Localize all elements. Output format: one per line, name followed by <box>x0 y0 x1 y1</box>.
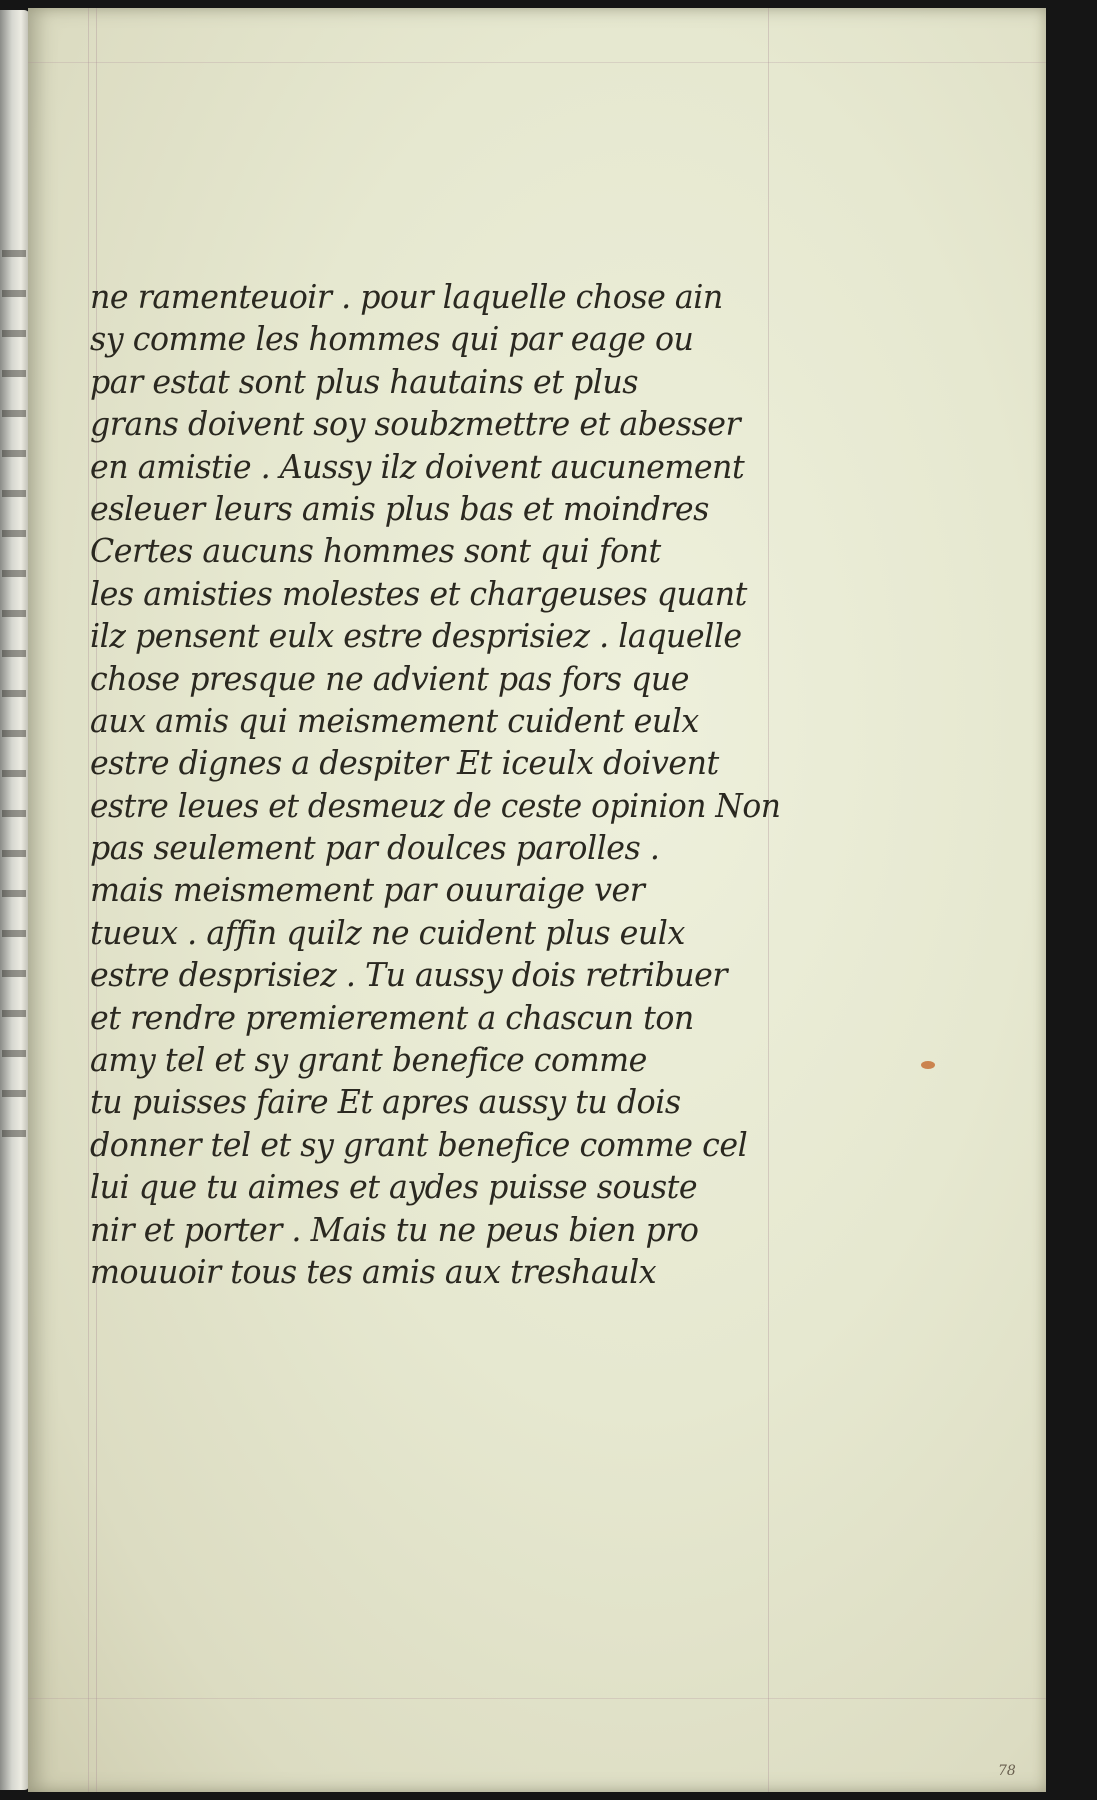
manuscript-line: grans doivent soy soubzmettre et abesser <box>90 404 741 444</box>
manuscript-line: en amistie . Aussy ilz doivent aucunement <box>90 446 745 486</box>
manuscript-line: pas seulement par doulces parolles . <box>90 828 660 868</box>
previous-leaf-edge <box>0 10 30 1790</box>
manuscript-line: amy tel et sy grant benefice comme <box>90 1040 647 1080</box>
ruling-line-left-outer <box>88 8 89 1792</box>
manuscript-line: mouuoir tous tes amis aux treshaulx <box>90 1251 657 1291</box>
manuscript-line: Certes aucuns hommes sont qui font <box>90 531 661 571</box>
ruling-line-top <box>28 62 1046 63</box>
manuscript-line: aux amis qui meismement cuident eulx <box>90 700 699 740</box>
manuscript-leaf <box>28 8 1046 1792</box>
ruling-line-bottom <box>28 1698 1046 1699</box>
manuscript-line: ilz pensent eulx estre desprisiez . laquelle <box>90 616 742 656</box>
manuscript-line: par estat sont plus hautains et plus <box>90 361 639 401</box>
manuscript-line: nir et porter . Mais tu ne peus bien pro <box>90 1209 699 1249</box>
manuscript-line: estre desprisiez . Tu aussy dois retribuer <box>90 955 727 995</box>
manuscript-line: estre leues et desmeuz de ceste opinion Non <box>90 785 781 825</box>
manuscript-line: tueux . affin quilz ne cuident plus eulx <box>90 912 685 952</box>
folio-number: 78 <box>998 1763 1016 1779</box>
manuscript-line: tu puisses faire Et apres aussy tu dois <box>90 1082 681 1122</box>
manuscript-line: lui que tu aimes et aydes puisse souste <box>90 1167 698 1207</box>
manuscript-line: mais meismement par ouuraige ver <box>90 870 645 910</box>
manuscript-line: estre dignes a despiter Et iceulx doivent <box>90 743 719 783</box>
previous-leaf-text-edge <box>2 250 26 1150</box>
manuscript-line: chose presque ne advient pas fors que <box>90 658 690 698</box>
manuscript-line: esleuer leurs amis plus bas et moindres <box>90 488 709 528</box>
manuscript-line: sy comme les hommes qui par eage ou <box>90 319 694 359</box>
manuscript-line: les amisties molestes et chargeuses quant <box>90 573 747 613</box>
manuscript-line: ne ramenteuoir . pour laquelle chose ain <box>90 277 723 316</box>
ink-stain <box>921 1061 935 1069</box>
manuscript-line: donner tel et sy grant benefice comme cel <box>90 1124 748 1164</box>
manuscript-text-block <box>90 276 810 1293</box>
manuscript-line: et rendre premierement a chascun ton <box>90 997 694 1037</box>
